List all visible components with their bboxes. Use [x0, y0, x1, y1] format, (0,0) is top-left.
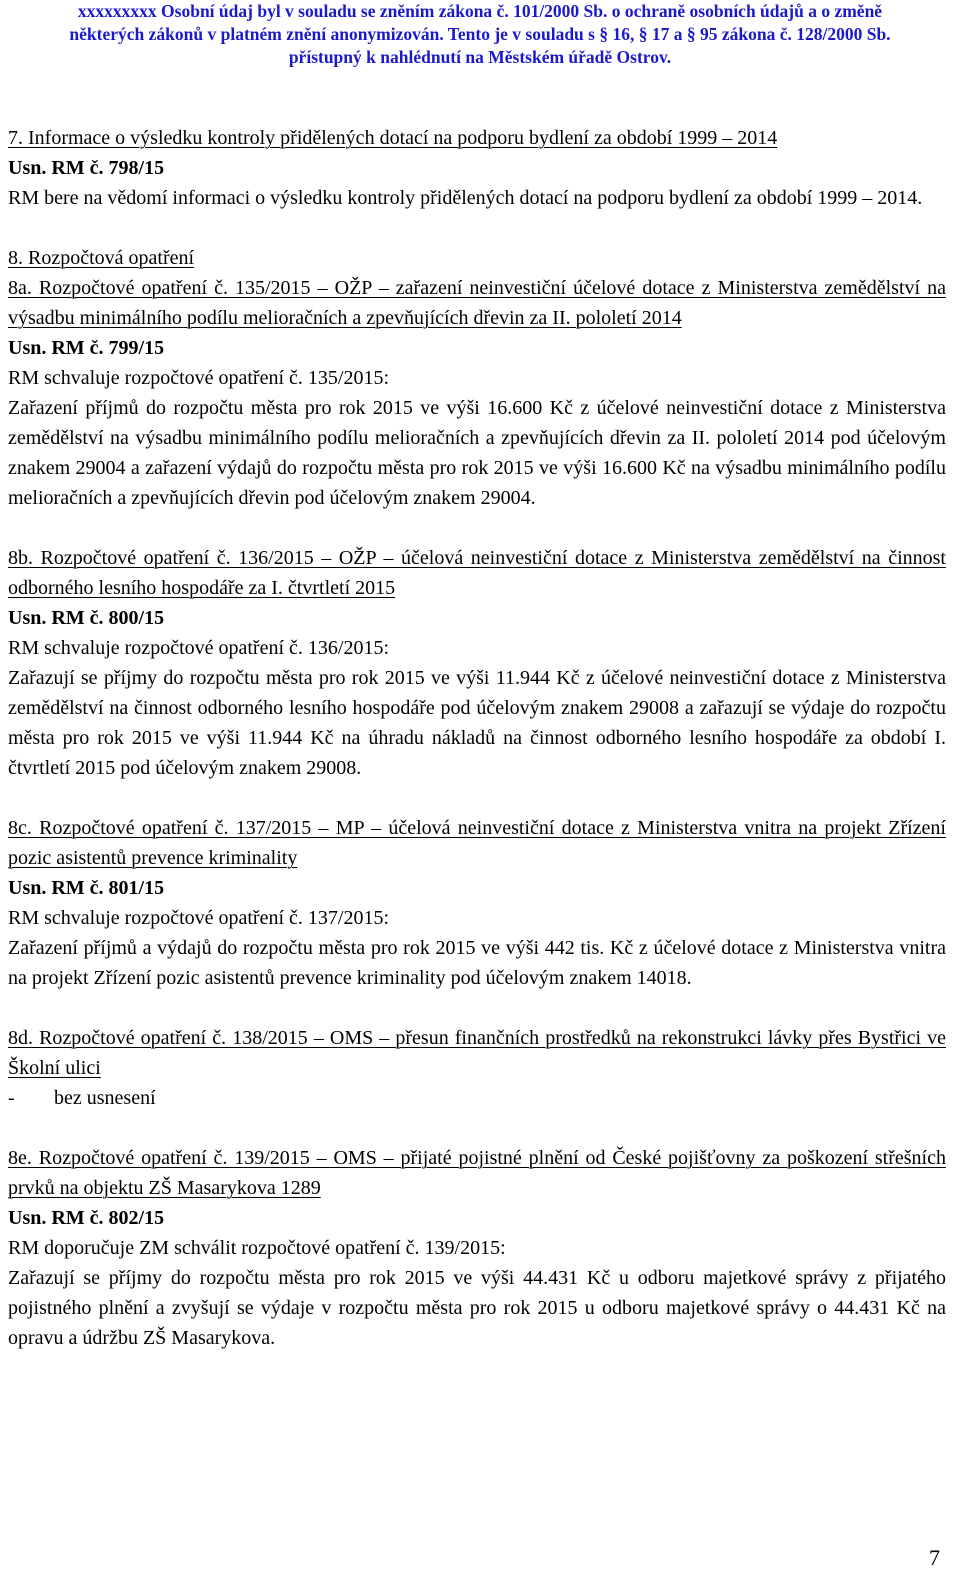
resolution-text: Zařazují se příjmy do rozpočtu města pro rok 2015 ve výši 44.431 Kč u odboru majetkové správy z přijatého pojistného plnění a zvyšují se výdaje v rozpočtu města pro rok 2015 u odboru majetkové správy o 44.431 Kč na opravu a údržbu ZŠ Masarykova.	[8, 1267, 946, 1349]
approval-line: RM schvaluje rozpočtové opatření č. 136/2015:	[8, 637, 390, 659]
section-title: 8a. Rozpočtové opatření č. 135/2015 – OŽP – zařazení neinvestiční účelové dotace z Ministerstva zemědělství na výsadbu minimálního podílu melioračních a zpevňujících dřevin za II. pololetí 2014	[8, 277, 946, 329]
approval-line: RM schvaluje rozpočtové opatření č. 137/2015:	[8, 907, 390, 929]
section-8e	[8, 1143, 946, 1353]
resolution-number: Usn. RM č. 801/15	[8, 877, 165, 899]
approval-line: RM doporučuje ZM schválit rozpočtové opatření č. 139/2015:	[8, 1237, 506, 1259]
section-8d	[8, 1023, 946, 1113]
resolution-text: Zařazení příjmů a výdajů do rozpočtu města pro rok 2015 ve výši 442 tis. Kč z účelové dotace z Ministerstva vnitra na projekt Zřízení pozic asistentů prevence kriminality pod účelovým znakem 14018.	[8, 937, 946, 989]
section-8c	[8, 813, 946, 993]
section-title: 8. Rozpočtová opatření	[8, 247, 195, 269]
anonymization-notice	[0, 0, 960, 69]
section-title: 8b. Rozpočtové opatření č. 136/2015 – OŽP – účelová neinvestiční dotace z Ministerstva zemědělství na činnost odborného lesního hospodáře za I. čtvrtletí 2015	[8, 547, 946, 599]
section-title: 8c. Rozpočtové opatření č. 137/2015 – MP – účelová neinvestiční dotace z Ministerstva vnitra na projekt Zřízení pozic asistentů prevence kriminality	[8, 817, 946, 869]
resolution-number: Usn. RM č. 798/15	[8, 157, 165, 179]
resolution-text: Zařazení příjmů do rozpočtu města pro rok 2015 ve výši 16.600 Kč z účelové neinvestiční dotace z Ministerstva zemědělství na výsadbu minimálního podílu melioračních a zpevňujících dřevin za II. pololetí 2014 pod účelovým znakem 29004 a zařazení výdajů do rozpočtu města pro rok 2015 ve výši 16.600 Kč na výsadbu minimálního podílu melioračních a zpevňujících dřevin pod účelovým znakem 29004.	[8, 397, 946, 509]
section-8	[8, 243, 946, 273]
no-resolution-row	[8, 1083, 946, 1113]
notice-line-1: xxxxxxxxx Osobní údaj byl v souladu se zněním zákona č. 101/2000 Sb. o ochraně osobních údajů a o změně	[77, 1, 883, 21]
section-8b	[8, 543, 946, 783]
section-8a	[8, 273, 946, 513]
notice-line-2: některých zákonů v platném znění anonymizován. Tento je v souladu s § 16, § 17 a § 95 zákona č. 128/2000 Sb.	[69, 24, 891, 44]
approval-line: RM schvaluje rozpočtové opatření č. 135/2015:	[8, 367, 390, 389]
section-title: 7. Informace o výsledku kontroly přidělených dotací na podporu bydlení za období 1999 – 2014	[8, 127, 778, 149]
no-resolution-note: bez usnesení	[54, 1087, 156, 1109]
resolution-text: RM bere na vědomí informaci o výsledku kontroly přidělených dotací na podporu bydlení za období 1999 – 2014.	[8, 187, 923, 209]
resolution-text: Zařazují se příjmy do rozpočtu města pro rok 2015 ve výši 11.944 Kč z účelové neinvestiční dotace z Ministerstva zemědělství na činnost odborného lesního hospodáře pod účelovým znakem 29008 a zařazují se výdaje do rozpočtu města pro rok 2015 ve výši 11.944 Kč na úhradu nákladů na činnost odborného lesního hospodáře za období I. čtvrtletí 2015 pod účelovým znakem 29008.	[8, 667, 946, 779]
section-7	[8, 123, 946, 213]
resolution-number: Usn. RM č. 799/15	[8, 337, 165, 359]
page-number: 7	[929, 1545, 940, 1570]
document-body	[8, 123, 946, 1353]
notice-line-3: přístupný k nahlédnutí na Městském úřadě Ostrov.	[288, 47, 672, 67]
resolution-number: Usn. RM č. 800/15	[8, 607, 165, 629]
section-title: 8e. Rozpočtové opatření č. 139/2015 – OMS – přijaté pojistné plnění od České pojišťovny za poškození střešních prvků na objektu ZŠ Masarykova 1289	[8, 1147, 946, 1199]
section-title: 8d. Rozpočtové opatření č. 138/2015 – OMS – přesun finančních prostředků na rekonstrukci lávky přes Bystřici ve Školní ulici	[8, 1027, 946, 1079]
resolution-number: Usn. RM č. 802/15	[8, 1207, 165, 1229]
list-dash: -	[8, 1087, 15, 1109]
